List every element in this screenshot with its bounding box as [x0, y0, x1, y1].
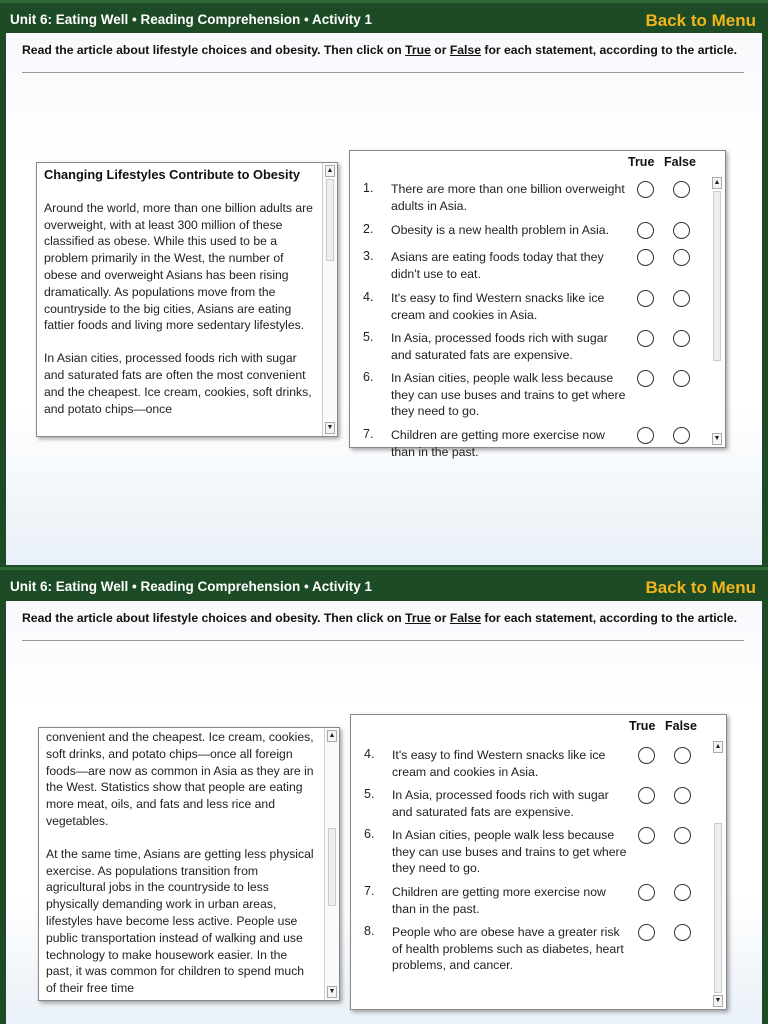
false-radio[interactable]	[674, 827, 691, 844]
true-radio[interactable]	[638, 924, 655, 941]
header-bar	[0, 567, 768, 601]
page-title: Unit 6: Eating Well • Reading Comprehension • Activity 1	[10, 579, 373, 594]
article-scrollbar[interactable]	[322, 163, 337, 436]
scroll-up-icon[interactable]: ▲	[713, 741, 723, 753]
false-radio[interactable]	[673, 330, 690, 347]
article-panel[interactable]	[38, 727, 340, 1001]
statement-text: Asians are eating foods today that they didn't use to eat.	[391, 250, 604, 281]
page-title: Unit 6: Eating Well • Reading Comprehension • Activity 1	[10, 12, 373, 27]
divider	[22, 72, 744, 73]
false-radio[interactable]	[674, 884, 691, 901]
statements-panel[interactable]	[350, 714, 727, 1010]
statement-number: 7.	[364, 884, 375, 898]
article-scrollbar[interactable]	[324, 728, 339, 1000]
statement-number: 5.	[363, 330, 374, 344]
true-radio[interactable]	[637, 330, 654, 347]
content-area	[0, 33, 768, 565]
article-paragraph: Around the world, more than one billion adults are overweight, with at least 300 million of these classified as obese. While this used to be a problem primarily in the West, the number of obese and overweight Asians has been rising dramatically. As populations move from the countryside to the big cities, Asians are eating fattier foods and living more sedentary lifestyles.	[44, 200, 313, 333]
statement-number: 6.	[363, 370, 374, 384]
statement-number: 2.	[363, 222, 374, 236]
statement-text: In Asian cities, people walk less because they can use buses and trains to get where they need to go.	[392, 828, 627, 875]
article-paragraph: In Asian cities, processed foods rich with sugar and saturated fats are often the most convenient and the cheapest. Ice cream, cookies, soft drinks, and potato chips—once	[44, 351, 312, 416]
instructions: Read the article about lifestyle choices and obesity. Then click on True or False for each statement, according to the article.	[22, 43, 738, 57]
true-radio[interactable]	[637, 370, 654, 387]
scroll-down-icon[interactable]: ▼	[327, 986, 337, 998]
statement-number: 7.	[363, 427, 374, 441]
article-panel[interactable]	[36, 162, 338, 437]
scroll-down-icon[interactable]: ▼	[713, 995, 723, 1007]
statement-number: 8.	[364, 924, 375, 938]
article-title: Changing Lifestyles Contribute to Obesity	[44, 167, 300, 182]
false-column-header: False	[665, 719, 697, 733]
statement-number: 6.	[364, 827, 375, 841]
false-radio[interactable]	[673, 181, 690, 198]
scroll-thumb[interactable]	[713, 191, 721, 361]
statement-text: Children are getting more exercise now than in the past.	[392, 885, 606, 916]
true-radio[interactable]	[637, 290, 654, 307]
statement-text: It's easy to find Western snacks like ice cream and cookies in Asia.	[392, 748, 606, 779]
true-radio[interactable]	[637, 427, 654, 444]
statement-text: Children are getting more exercise now than in the past.	[391, 428, 605, 459]
statement-number: 3.	[363, 249, 374, 263]
false-radio[interactable]	[674, 924, 691, 941]
article-paragraph: convenient and the cheapest. Ice cream, cookies, soft drinks, and potato chips—once all foreign foods—are now as common in Asia as they are in the West. Statistics show that people are eating more meat, oils, and fats and less rice and vegetables.	[46, 730, 314, 828]
scroll-thumb[interactable]	[328, 828, 336, 906]
statements-scrollbar[interactable]	[710, 151, 725, 447]
false-radio[interactable]	[674, 787, 691, 804]
statement-text: It's easy to find Western snacks like ice cream and cookies in Asia.	[391, 291, 605, 322]
true-radio[interactable]	[637, 249, 654, 266]
false-radio[interactable]	[673, 222, 690, 239]
true-radio[interactable]	[638, 747, 655, 764]
true-radio[interactable]	[638, 884, 655, 901]
header-bar	[0, 0, 768, 33]
scroll-down-icon[interactable]: ▼	[712, 433, 722, 445]
true-column-header: True	[629, 719, 656, 733]
statement-text: In Asian cities, people walk less because they can use buses and trains to get where they need to go.	[391, 371, 626, 418]
back-to-menu-link[interactable]: Back to Menu	[645, 578, 756, 597]
statement-text: In Asia, processed foods rich with sugar and saturated fats are expensive.	[392, 788, 609, 819]
true-column-header: True	[628, 155, 655, 169]
true-radio[interactable]	[637, 222, 654, 239]
true-radio[interactable]	[637, 181, 654, 198]
statements-panel[interactable]	[349, 150, 726, 459]
statements-scrollbar[interactable]	[711, 715, 726, 1009]
false-radio[interactable]	[673, 249, 690, 266]
scroll-down-icon[interactable]: ▼	[325, 422, 335, 434]
content-area	[0, 601, 768, 1024]
false-radio[interactable]	[673, 370, 690, 387]
scroll-up-icon[interactable]: ▲	[327, 730, 337, 742]
article-text	[44, 167, 314, 433]
scroll-thumb[interactable]	[326, 179, 334, 261]
statement-text: People who are obese have a greater risk of health problems such as diabetes, heart problems, and cancer.	[392, 925, 624, 972]
true-radio[interactable]	[638, 787, 655, 804]
article-text	[46, 729, 316, 1013]
statement-text: Obesity is a new health problem in Asia.	[391, 223, 610, 237]
divider	[22, 640, 744, 641]
false-column-header: False	[664, 155, 696, 169]
scroll-thumb[interactable]	[714, 823, 722, 993]
statement-number: 4.	[363, 290, 374, 304]
statement-number: 5.	[364, 787, 375, 801]
false-radio[interactable]	[674, 747, 691, 764]
statement-text: In Asia, processed foods rich with sugar and saturated fats are expensive.	[391, 331, 608, 362]
activity-screen-bottom	[0, 567, 768, 1024]
statement-number: 4.	[364, 747, 375, 761]
article-paragraph: At the same time, Asians are getting less physical exercise. As populations transition from agricultural jobs in the countryside to less physically demanding work in urban areas, lifestyles have become less active. People use public transportation instead of walking and use technology to make housework easier. In the past, it was common for children to spend much of their free time	[46, 846, 314, 996]
scroll-up-icon[interactable]: ▲	[325, 165, 335, 177]
false-radio[interactable]	[673, 290, 690, 307]
back-to-menu-link[interactable]: Back to Menu	[645, 11, 756, 30]
statement-text: There are more than one billion overweight adults in Asia.	[391, 182, 625, 213]
instructions: Read the article about lifestyle choices and obesity. Then click on True or False for each statement, according to the article.	[22, 611, 738, 625]
false-radio[interactable]	[673, 427, 690, 444]
true-radio[interactable]	[638, 827, 655, 844]
statement-number: 1.	[363, 181, 374, 195]
scroll-up-icon[interactable]: ▲	[712, 177, 722, 189]
